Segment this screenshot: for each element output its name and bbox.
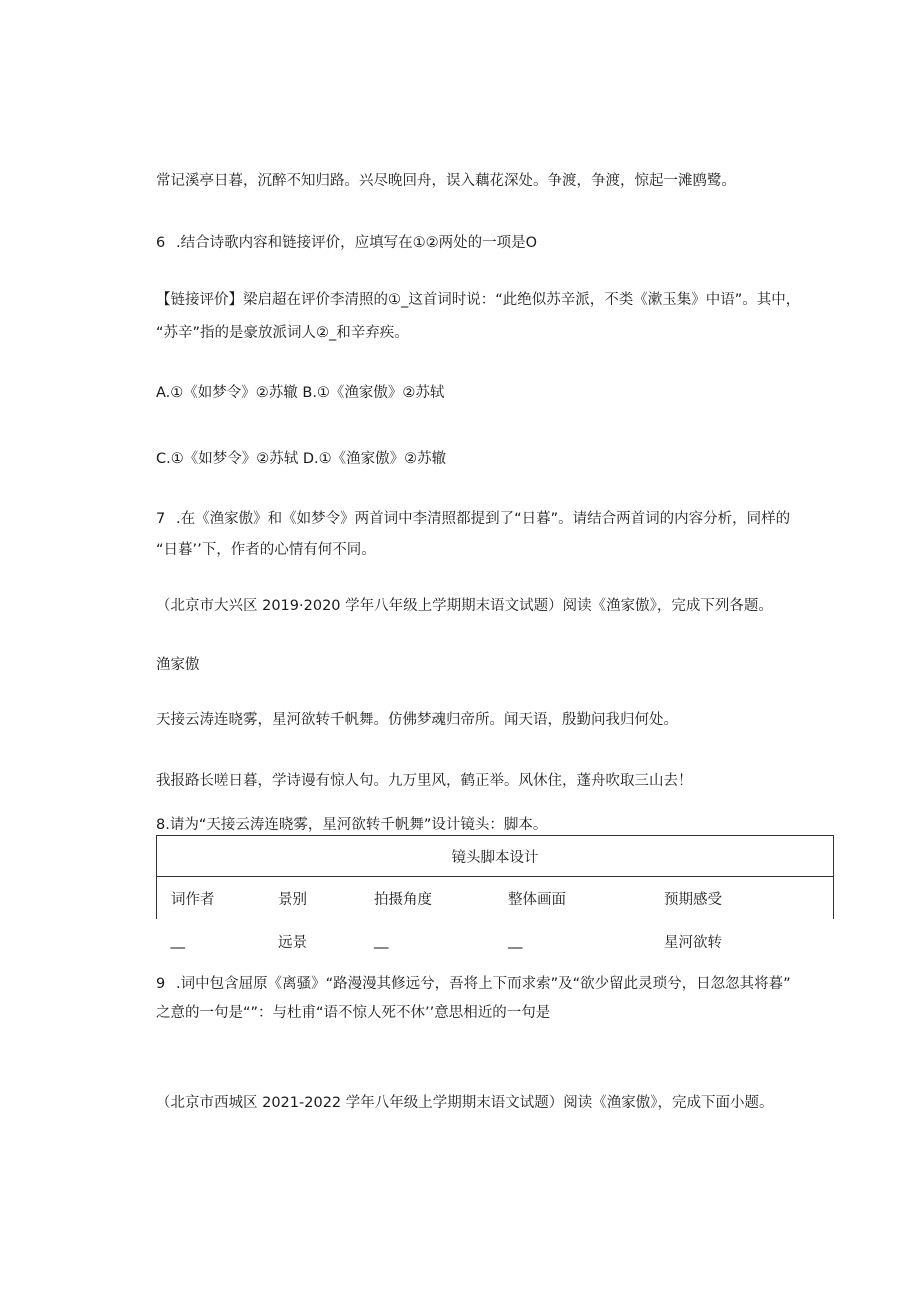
question-8-stem: 8.请为“天接云涛连晓雾，星河欲转千帆舞”设计镜头：脚本。 [156,817,548,833]
cell-author: __ [170,933,185,949]
source-daxing: （北京市大兴区 2019·2020 学年八年级上学期期末语文试题）阅读《渔家傲》，完成下列各题。 [156,598,773,614]
question-6-text: .结合诗歌内容和链接评价，应填写在①②两处的一项是O [176,235,538,251]
question-9-number: 9 [156,976,166,992]
question-9-text: .词中包含屈原《离骚》“路漫漫其修远兮，吾将上下而求索”及“欲少留此灵琐兮，日忽忽其将暮” [176,976,791,992]
header-angle: 拍摄角度 [374,891,432,908]
question-7-number: 7 [156,511,166,527]
cell-picture: __ [508,933,523,949]
poem-ending-paragraph: 常记溪亭日暮，沉醉不知归路。兴尽晚回舟，误入藕花深处。争渡，争渡，惊起一滩鸥鹭。 [156,173,736,189]
table-header-row [157,877,834,920]
question-7-line-2: “日暮’’下，作者的心情有何不同。 [156,542,376,558]
question-6-options-ab: A.①《如梦令》②苏辙 B.①《渔家傲》②苏轼 [156,385,445,401]
shot-script-table [156,835,834,963]
link-evaluation-line-2: “苏辛”指的是豪放派词人②_和辛弃疾。 [156,325,409,341]
poem-title: 渔家傲 [156,657,200,673]
cell-angle: __ [374,933,389,949]
question-9-line-1 [156,974,791,994]
header-feeling: 预期感受 [664,877,834,920]
question-9-line-2: 之意的一句是“”：与杜甫“语不惊人死不休’’意思相近的一句是 [156,1005,551,1021]
cell-shot-size: 远景 [278,934,307,951]
table-row [157,919,834,963]
source-xicheng: （北京市西城区 2021-2022 学年八年级上学期期末语文试题）阅读《渔家傲》，完成下面小题。 [156,1095,774,1111]
question-7-line-1 [156,509,790,529]
link-evaluation-line-1: 【链接评价】梁启超在评价李清照的①_这首词时说：“此绝似苏辛派，不类《漱玉集》中语”。其中， [156,292,801,308]
question-6-stem [156,233,537,253]
question-7-text: .在《渔家傲》和《如梦令》两首词中李清照都提到了“日暮”。请结合两首词的内容分析，同样的 [176,511,791,527]
question-6-options-cd: C.①《如梦令》②苏轼 D.①《渔家傲》②苏辙 [156,451,447,467]
question-6-number: 6 [156,235,166,251]
header-picture: 整体画面 [508,891,566,908]
cell-feeling: 星河欲转 [664,934,722,951]
poem-line-1: 天接云涛连晓雾，星河欲转千帆舞。仿佛梦魂归帝所。闻天语，殷勤问我归何处。 [156,712,678,728]
header-shot-size: 景别 [278,891,307,908]
poem-line-2: 我报路长嗟日暮，学诗谩有惊人句。九万里风，鹤正举。风休住，蓬舟吹取三山去！ [156,773,693,789]
table-title: 镜头脚本设计 [157,836,834,877]
header-author: 词作者 [157,877,279,920]
